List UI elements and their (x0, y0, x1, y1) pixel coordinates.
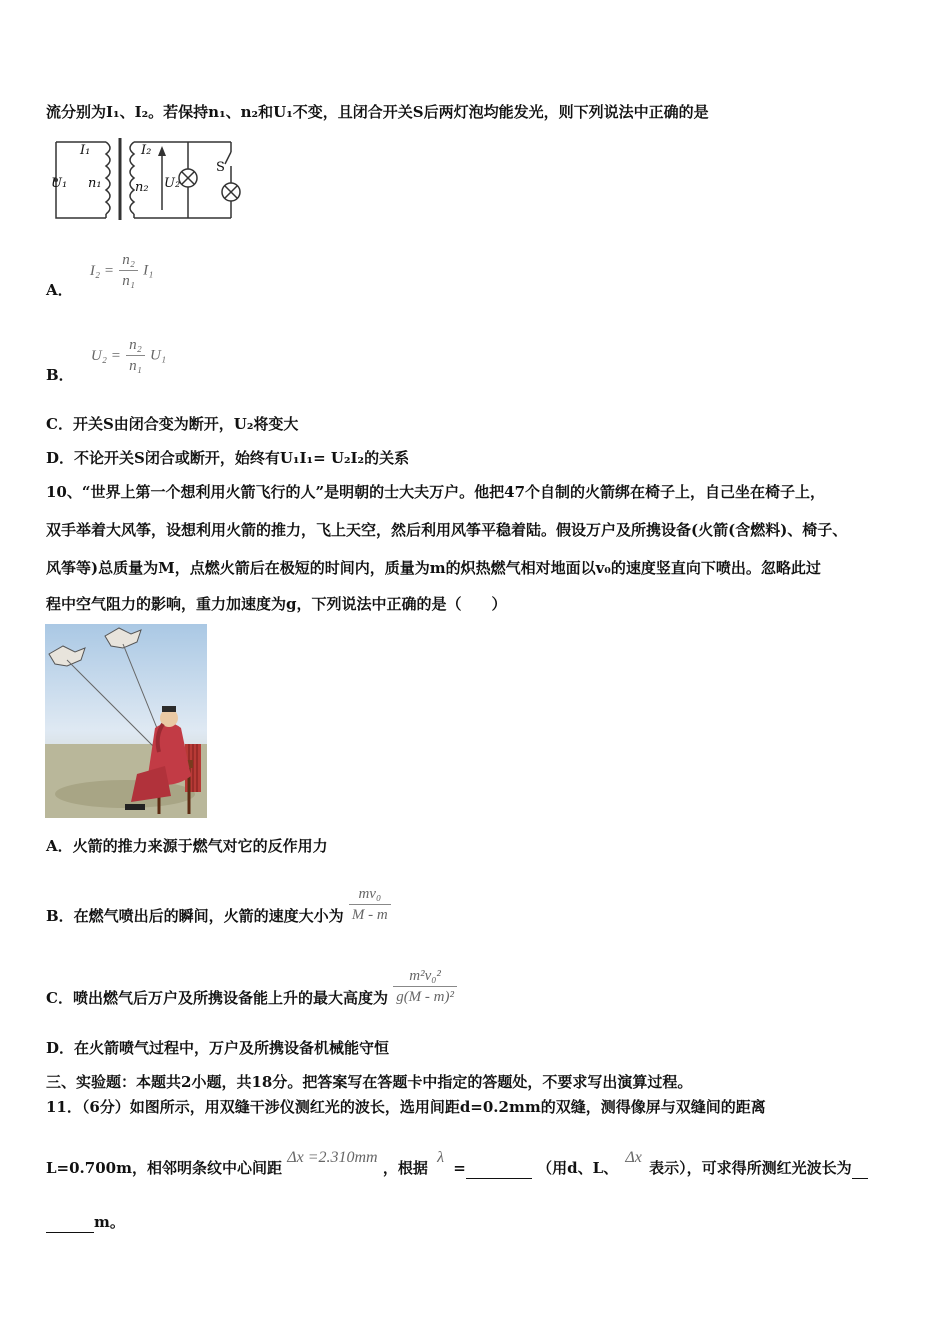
circuit-label-u2: U₂ (164, 176, 181, 191)
q10-option-c-text: C．喷出燃气后万户及所携设备能上升的最大高度为 (46, 988, 388, 1007)
q11-stem-line-1: 11．（6分）如图所示，用双缝干涉仪测红光的波长，选用间距d=0.2mm的双缝，测得像屏与双缝间的距离 (46, 1098, 766, 1116)
q10-stem-line-4: 程中空气阻力的影响，重力加速度为g，下列说法中正确的是（ ） (46, 595, 507, 613)
option-a-rhs: I₁ (143, 262, 154, 279)
q11-wavelength-answer-blank[interactable] (46, 1212, 94, 1233)
q9-option-b[interactable] (46, 335, 167, 384)
q10-option-b-fraction (349, 884, 391, 925)
wan-hu-rocket-chair-illustration (45, 624, 207, 818)
q10-option-b-denominator: M - m (351, 907, 388, 923)
q10-option-b-numerator: mv₀ (349, 884, 391, 905)
q10-stem-line-3: 风筝等)总质量为M，点燃火箭后在极短的时间内，质量为m的炽热燃气相对地面以v₀的速度竖直向下喷出。忽略此过 (46, 559, 821, 577)
section-3-heading: 三、实验题：本题共2小题，共18分。把答案写在答题卡中指定的答题处，不要求写出演算过程。 (46, 1073, 693, 1091)
q10-option-c[interactable] (46, 966, 457, 1007)
q11-line2-part-a: L=0.700m，相邻明条纹中心间距 (46, 1159, 282, 1177)
option-b-fraction (126, 335, 145, 376)
q11-delta-x-value: Δx =2.310mm (287, 1149, 378, 1166)
option-b-numerator: n₂ (126, 335, 145, 356)
q10-option-d[interactable]: D．在火箭喷气过程中，万户及所携设备机械能守恒 (46, 1039, 390, 1057)
q10-option-b-text: B．在燃气喷出后的瞬间，火箭的速度大小为 (46, 906, 344, 925)
q11-stem-line-2 (46, 1149, 868, 1177)
q11-line2-equals: = (453, 1159, 466, 1177)
circuit-label-n2: n₂ (135, 180, 149, 195)
q9-stem: 流分别为I₁、I₂。若保持n₁、n₂和U₁不变，且闭合开关S后两灯泡均能发光，则下列说法中正确的是 (46, 103, 709, 121)
circuit-label-n1: n₁ (88, 176, 102, 191)
option-b-denominator: n₁ (129, 358, 142, 374)
q10-stem-line-2: 双手举着大风筝，设想利用火箭的推力，飞上天空，然后利用风筝平稳着陆。假设万户及所携设备(火箭(含燃料)、椅子、 (46, 521, 848, 539)
option-a-fraction (119, 250, 138, 291)
option-a-denominator: n₁ (122, 273, 135, 289)
q11-line2-part-b: ，根据 (382, 1159, 428, 1177)
q9-option-d[interactable]: D．不论开关S闭合或断开，始终有U₁I₁= U₂I₂的关系 (46, 449, 410, 467)
option-b-rhs: U₁ (150, 347, 167, 364)
option-a-label: A． (46, 280, 73, 299)
q11-stem-line-3 (46, 1212, 125, 1233)
q10-option-c-fraction (393, 966, 457, 1007)
q10-stem-line-1: 10、“世界上第一个想利用火箭飞行的人”是明朝的士大夫万户。他把47个自制的火箭绑在椅子上，自己坐在椅子上， (46, 483, 826, 501)
q11-line2-part-d: （用d、L、 (537, 1159, 619, 1177)
option-a-numerator: n₂ (119, 250, 138, 271)
q9-option-c[interactable]: C．开关S由闭合变为断开，U₂将变大 (46, 415, 299, 433)
q10-option-a[interactable]: A．火箭的推力来源于燃气对它的反作用力 (46, 837, 328, 855)
circuit-label-s: S (216, 160, 225, 175)
circuit-label-i2: I₂ (141, 143, 152, 158)
option-b-label: B． (46, 365, 74, 384)
q11-line2-part-e: 表示），可求得所测红光波长为 (649, 1159, 852, 1177)
q10-option-c-numerator: m²v₀² (393, 966, 457, 987)
q10-option-b[interactable] (46, 884, 391, 925)
q11-unit: m。 (94, 1213, 125, 1231)
q11-lambda-answer-blank[interactable] (466, 1158, 532, 1179)
q11-delta-x-symbol: Δx (625, 1149, 642, 1166)
q9-option-a[interactable] (46, 250, 154, 299)
circuit-label-u1: U₁ (51, 176, 68, 191)
circuit-label-i1: I₁ (80, 143, 91, 158)
option-a-lhs: I₂ = (89, 262, 114, 279)
option-b-lhs: U₂ = (90, 347, 121, 364)
q11-wavelength-answer-blank-start[interactable] (852, 1158, 868, 1179)
q11-lambda-symbol: λ (437, 1149, 445, 1166)
q10-option-c-denominator: g(M - m)² (396, 989, 454, 1005)
